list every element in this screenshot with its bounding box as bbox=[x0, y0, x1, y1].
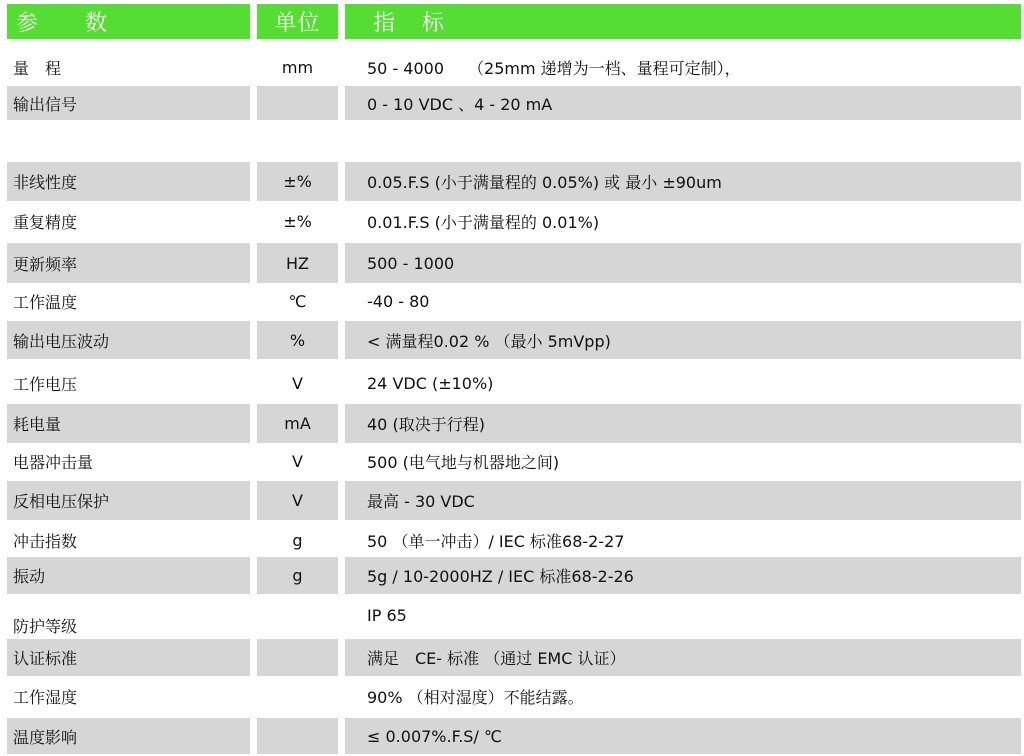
row-param: 反相电压保护 bbox=[7, 481, 250, 520]
row-param: 耗电量 bbox=[7, 404, 250, 443]
row-spec: ≤ 0.007%.F.S/ ℃ bbox=[345, 718, 1021, 754]
row-unit: ±% bbox=[283, 212, 312, 231]
row-param: 冲击指数 bbox=[13, 531, 78, 551]
header-spec: 指 标 bbox=[345, 4, 1021, 39]
row-unit: V bbox=[257, 481, 338, 520]
row-spec: 5g / 10-2000HZ / IEC 标准68-2-26 bbox=[345, 557, 1021, 594]
row-spec: 500 - 1000 bbox=[345, 243, 1021, 283]
row-unit bbox=[257, 86, 338, 120]
row-spec: 40 (取决于行程) bbox=[345, 404, 1021, 443]
row-unit bbox=[257, 639, 338, 676]
row-spec: 24 VDC (±10%) bbox=[367, 373, 494, 393]
row-param: 非线性度 bbox=[7, 162, 250, 201]
row-unit: mA bbox=[257, 404, 338, 443]
row-unit bbox=[257, 718, 338, 754]
row-param: 工作温度 bbox=[13, 293, 78, 312]
row-spec: 最高 - 30 VDC bbox=[345, 481, 1021, 520]
row-param: 认证标准 bbox=[7, 639, 250, 676]
row-param: 输出信号 bbox=[7, 86, 250, 120]
row-spec: < 满量程0.02 % （最小 5mVpp) bbox=[345, 321, 1021, 359]
row-spec: 50 - 4000 （25mm 递增为一档、量程可定制）， bbox=[367, 58, 741, 78]
row-param: 电器冲击量 bbox=[13, 453, 94, 472]
row-spec: 0.01.F.S (小于满量程的 0.01%) bbox=[367, 213, 600, 232]
row-param: 量 程 bbox=[13, 58, 62, 78]
row-spec: 90% （相对湿度）不能结露。 bbox=[367, 688, 584, 707]
row-unit: ±% bbox=[257, 162, 338, 201]
row-unit bbox=[257, 604, 338, 638]
row-spec: 0.05.F.S (小于满量程的 0.05%) 或 最小 ±90um bbox=[345, 162, 1021, 201]
row-spec: 500 (电气地与机器地之间) bbox=[367, 453, 560, 472]
row-unit: % bbox=[257, 321, 338, 359]
row-unit: HZ bbox=[257, 243, 338, 283]
row-param: 更新频率 bbox=[7, 243, 250, 283]
row-spec: IP 65 bbox=[367, 605, 407, 625]
row-unit: g bbox=[257, 557, 338, 594]
row-spec: 满足 CE- 标准 （通过 EMC 认证） bbox=[345, 639, 1021, 676]
row-unit: V bbox=[292, 452, 303, 471]
row-unit: V bbox=[292, 373, 303, 393]
header-param: 参 数 bbox=[7, 4, 250, 39]
row-unit: ℃ bbox=[288, 292, 307, 311]
row-param: 温度影响 bbox=[7, 718, 250, 754]
row-unit: g bbox=[292, 530, 303, 550]
row-param: 工作电压 bbox=[13, 374, 78, 394]
row-spec: 0 - 10 VDC 、4 - 20 mA bbox=[345, 86, 1021, 120]
header-unit: 单位 bbox=[257, 4, 338, 39]
row-param: 重复精度 bbox=[13, 213, 78, 232]
row-unit: mm bbox=[281, 57, 314, 77]
row-param: 工作湿度 bbox=[13, 688, 78, 707]
row-param: 振动 bbox=[7, 557, 250, 594]
row-param: 防护等级 bbox=[13, 616, 78, 636]
row-spec: 50 （单一冲击）/ IEC 标准68-2-27 bbox=[367, 531, 625, 551]
row-param: 输出电压波动 bbox=[7, 321, 250, 359]
row-spec: -40 - 80 bbox=[367, 292, 430, 311]
row-unit bbox=[257, 678, 338, 715]
